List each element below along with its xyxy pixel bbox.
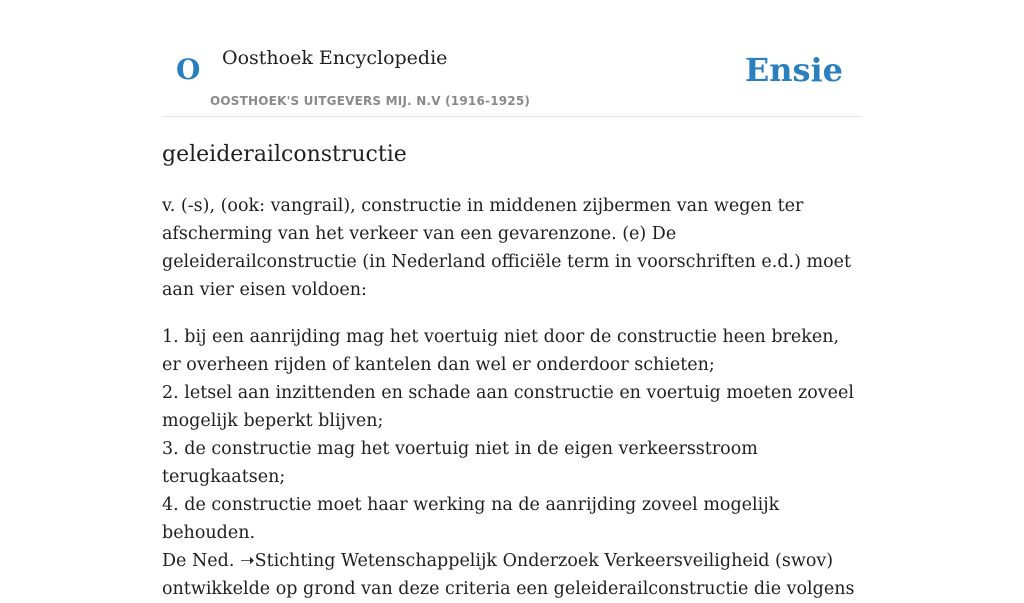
article-body — [162, 192, 862, 603]
requirement-item: 3. de constructie mag het voertuig niet in de eigen verkeersstroom terugkaatsen; — [162, 439, 758, 487]
publisher-subtitle: OOSTHOEK'S UITGEVERS MIJ. N.V (1916-1925) — [210, 94, 531, 108]
swov-cross-reference-link[interactable]: Stichting Wetenschappelijk Onderzoek Verkeersveiligheid (swov) — [254, 551, 834, 571]
article-headword: geleiderailconstructie — [162, 142, 407, 167]
requirement-item: 4. de constructie moet haar werking na de aanrijding zoveel mogelijk behouden. — [162, 495, 780, 543]
article-intro: v. (-s), (ook: vangrail), constructie in middenen zijbermen van wegen ter afscherming van het verkeer van een gevarenzone. (e) De geleiderailconstructie (in Nederland officiële term in voorschriften e.d.) moet aan vier eisen voldoen: — [162, 196, 851, 300]
cross-reference-arrow-icon: ➝ — [239, 551, 255, 571]
logo-mark[interactable]: O — [176, 53, 201, 86]
encyclopedia-title[interactable]: Oosthoek Encyclopedie — [222, 47, 448, 69]
ensie-brand-link[interactable]: Ensie — [744, 51, 843, 89]
site-header — [162, 0, 862, 117]
closing-prefix: De Ned. — [162, 551, 240, 571]
article-closing — [162, 547, 862, 603]
requirement-item: 2. letsel aan inzittenden en schade aan constructie en voertuig moeten zoveel mogelijk beperkt blijven; — [162, 383, 854, 431]
page — [162, 0, 862, 599]
requirement-item: 1. bij een aanrijding mag het voertuig niet door de constructie heen breken, er overheen rijden of kantelen dan wel er onderdoor schieten; — [162, 327, 840, 375]
closing-rest: ontwikkelde op grond van deze criteria een geleiderailconstructie die volgens — [162, 579, 855, 599]
